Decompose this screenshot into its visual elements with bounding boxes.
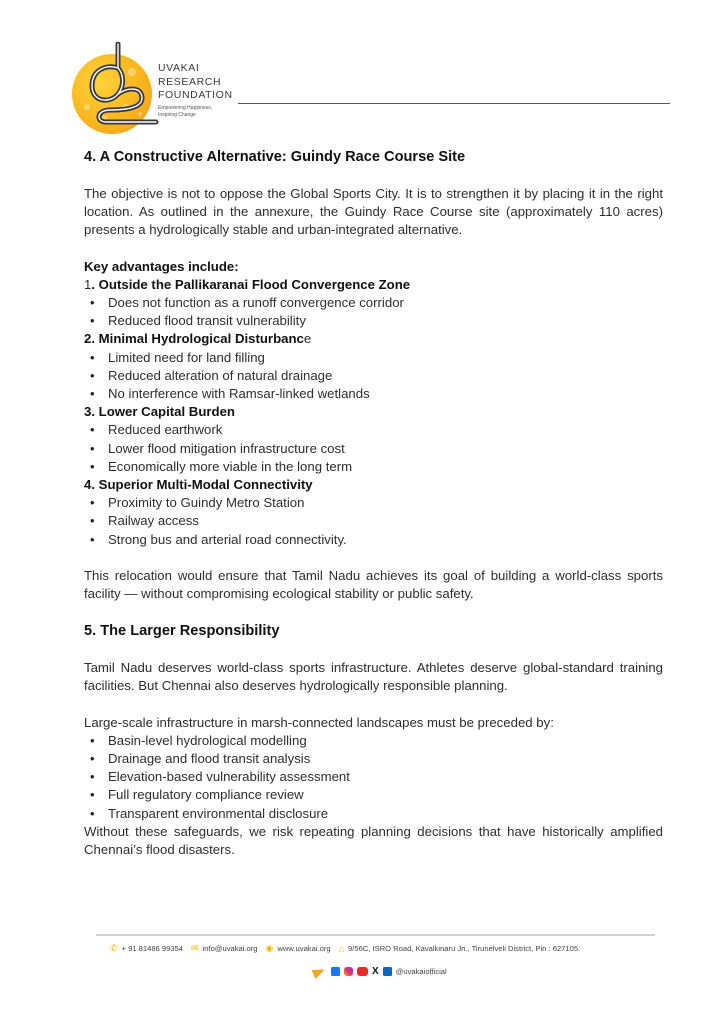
advantage-1: 1. Outside the Pallikaranai Flood Convergence Zone • Does not function as a runoff convergence corridor • Reduced flood transit vulnerability <box>84 276 663 331</box>
document-body <box>84 147 663 859</box>
social-handle[interactable]: @uvakaiofficial <box>395 967 447 976</box>
footer-divider <box>96 934 655 936</box>
instagram-icon[interactable] <box>344 967 353 976</box>
org-tagline: Empowering Happiness, Inspiring Change <box>158 105 213 118</box>
phone-icon: ✆ <box>110 943 118 953</box>
letterhead <box>72 42 672 132</box>
list-item: • Elevation-based vulnerability assessment <box>84 768 663 786</box>
list-item: • Reduced earthwork <box>84 421 663 439</box>
section-4-conclusion: This relocation would ensure that Tamil Nadu achieves its goal of building a world-class sports facility — without compromising ecological stability or public safety. <box>84 567 663 602</box>
section-5-closing: Without these safeguards, we risk repeating planning decisions that have historically amplified Chennai’s flood disasters. <box>84 823 663 858</box>
list-item: • Reduced alteration of natural drainage <box>84 367 663 385</box>
footer-email[interactable]: ✉ info@uvakai.org <box>191 943 258 953</box>
advantage-2: 2. Minimal Hydrological Disturbance • Limited need for land filling • Reduced alteration of natural drainage • No interference with Ramsar-linked wetlands <box>84 330 663 403</box>
section-5-heading: 5. The Larger Responsibility <box>84 623 280 640</box>
list-item: • Does not function as a runoff convergence corridor <box>84 294 663 312</box>
list-item: • Economically more viable in the long term <box>84 458 663 476</box>
advantage-title: . Minimal Hydrological Disturbanc <box>91 331 304 347</box>
list-item: • No interference with Ramsar-linked wetlands <box>84 385 663 403</box>
list-item: • Full regulatory compliance review <box>84 786 663 804</box>
facebook-icon[interactable] <box>331 967 340 976</box>
prereq-list <box>84 732 663 823</box>
advantage-title: . Lower Capital Burden <box>91 404 235 420</box>
list-item: • Lower flood mitigation infrastructure cost <box>84 440 663 458</box>
logo-glyph-icon <box>76 42 168 134</box>
list-item: • Limited need for land filling <box>84 349 663 367</box>
org-name: UVAKAI RESEARCH FOUNDATION <box>158 62 233 101</box>
telegram-icon[interactable] <box>311 964 326 978</box>
advantage-4: 4. Superior Multi-Modal Connectivity • Proximity to Guindy Metro Station • Railway access • Strong bus and arterial road connectivity. <box>84 476 663 549</box>
footer-social <box>313 966 447 977</box>
home-icon: ⌂ <box>338 943 345 954</box>
list-item: • Railway access <box>84 512 663 530</box>
list-item: • Basin-level hydrological modelling <box>84 732 663 750</box>
section-4-heading: 4. A Constructive Alternative: Guindy Race Course Site <box>84 149 466 165</box>
list-item: • Strong bus and arterial road connectivity. <box>84 531 663 549</box>
footer-phone[interactable]: ✆ + 91 81486 99354 <box>110 943 183 953</box>
footer-website[interactable]: ◉ www.uvakai.org <box>265 943 331 953</box>
linkedin-icon[interactable] <box>383 967 392 976</box>
section-4-intro: The objective is not to oppose the Global Sports City. It is to strengthen it by placing it in the right location. As outlined in the annexure, the Guindy Race Course site (approximately 110 acres) presents a hydrologically stable and urban-integrated alternative. <box>84 186 663 238</box>
advantage-title: . Superior Multi-Modal Connectivity <box>91 477 313 493</box>
list-item: • Drainage and flood transit analysis <box>84 750 663 768</box>
advantages-label: Key advantages include: <box>84 258 239 274</box>
list-item: • Reduced flood transit vulnerability <box>84 312 663 330</box>
footer-contact <box>110 943 670 954</box>
advantage-3: 3. Lower Capital Burden • Reduced earthwork • Lower flood mitigation infrastructure cost • Economically more viable in the long term <box>84 403 663 476</box>
prereq-label: Large-scale infrastructure in marsh-connected landscapes must be preceded by: <box>84 714 554 730</box>
youtube-icon[interactable] <box>357 967 368 976</box>
x-icon[interactable]: X <box>372 966 379 977</box>
list-item: • Proximity to Guindy Metro Station <box>84 494 663 512</box>
list-item: • Transparent environmental disclosure <box>84 805 663 823</box>
mail-icon: ✉ <box>191 943 199 953</box>
section-5-intro: Tamil Nadu deserves world-class sports infrastructure. Athletes deserve global-standard training facilities. But Chennai also deserves hydrologically responsible planning. <box>84 660 663 694</box>
header-divider <box>238 103 670 104</box>
globe-icon: ◉ <box>265 943 274 953</box>
footer-address: ⌂ 9/56C, ISRO Road, Kavalkinaru Jn., Tirunelveli District, Pin : 627105. <box>338 943 581 954</box>
advantage-title: . Outside the Pallikaranai Flood Convergence Zone <box>91 276 411 292</box>
